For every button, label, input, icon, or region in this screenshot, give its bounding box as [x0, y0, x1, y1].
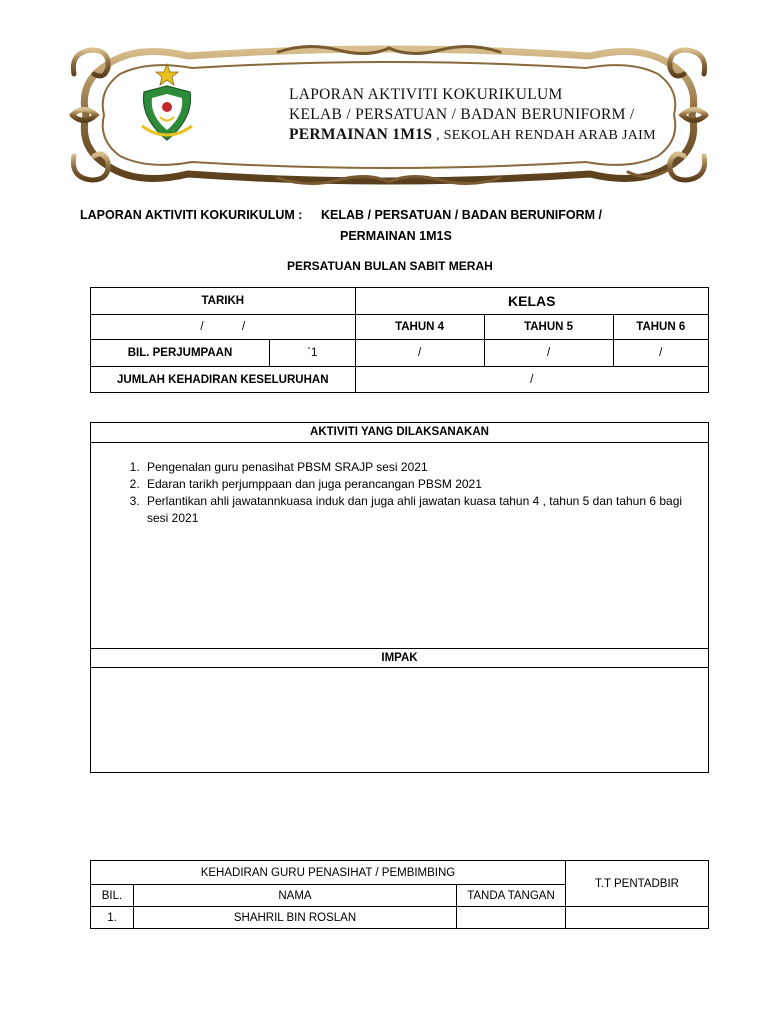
- activities-box: [90, 422, 709, 649]
- report-heading-line2: PERMAINAN 1M1S: [340, 229, 452, 243]
- activity-item: 1. Pengenalan guru penasihat PBSM SRAJP sesi 2021: [143, 459, 708, 476]
- activities-list: [91, 459, 708, 527]
- tahun-6-value: /: [613, 340, 708, 367]
- row-bil: 1.: [91, 907, 134, 929]
- kelas-label: KELAS: [355, 288, 708, 315]
- attendance-heading: KEHADIRAN GURU PENASIHAT / PEMBIMBING: [91, 861, 566, 885]
- table-row: [91, 907, 709, 929]
- report-heading-left: LAPORAN AKTIVITI KOKURIKULUM :: [80, 208, 303, 222]
- banner-title: LAPORAN AKTIVITI KOKURIKULUM: [289, 86, 563, 103]
- activity-item: 3. Perlantikan ahli jawatannkuasa induk dan juga ahli jawatan kuasa tahun 4 , tahun 5 dan tahun 6 bagi sesi 2021: [143, 493, 708, 527]
- tarikh-label: TARIKH: [91, 288, 356, 315]
- banner-school-line: [289, 126, 656, 144]
- tahun-4-value: /: [355, 340, 484, 367]
- row-tt-pentadbir: [566, 907, 709, 929]
- col-bil-header: BIL.: [91, 885, 134, 907]
- jumlah-kehadiran-label: JUMLAH KEHADIRAN KESELURUHAN: [91, 367, 356, 393]
- report-heading-right: KELAB / PERSATUAN / BADAN BERUNIFORM /: [321, 208, 603, 222]
- tahun-5-value: /: [484, 340, 613, 367]
- col-tanda-tangan-header: TANDA TANGAN: [457, 885, 566, 907]
- tt-pentadbir-label: T.T PENTADBIR: [566, 861, 709, 907]
- tahun-4-header: TAHUN 4: [355, 315, 484, 340]
- row-nama: SHAHRIL BIN ROSLAN: [134, 907, 457, 929]
- banner-school-name: , SEKOLAH RENDAH ARAB JAIM: [432, 128, 656, 143]
- info-table: [90, 287, 709, 393]
- attendance-table: [90, 860, 709, 929]
- school-crest-icon: [142, 64, 192, 140]
- activity-item: 2. Edaran tarikh perjumppaan dan juga perancangan PBSM 2021: [143, 476, 708, 493]
- jumlah-kehadiran-value: /: [355, 367, 708, 393]
- banner-subtitle: KELAB / PERSATUAN / BADAN BERUNIFORM /: [289, 106, 635, 123]
- bil-perjumpaan-label: BIL. PERJUMPAAN: [91, 340, 270, 367]
- banner-permainan: PERMAINAN 1M1S: [289, 126, 433, 143]
- impak-heading: IMPAK: [91, 649, 708, 668]
- activities-heading: AKTIVITI YANG DILAKSANAKAN: [91, 423, 708, 443]
- impak-box: [90, 648, 709, 773]
- tahun-5-header: TAHUN 5: [484, 315, 613, 340]
- bil-perjumpaan-value: `1: [270, 340, 356, 367]
- tahun-6-header: TAHUN 6: [613, 315, 708, 340]
- row-tanda-tangan: [457, 907, 566, 929]
- date-value: / /: [91, 315, 356, 340]
- club-name: PERSATUAN BULAN SABIT MERAH: [287, 259, 493, 273]
- col-nama-header: NAMA: [134, 885, 457, 907]
- banner: [68, 42, 710, 188]
